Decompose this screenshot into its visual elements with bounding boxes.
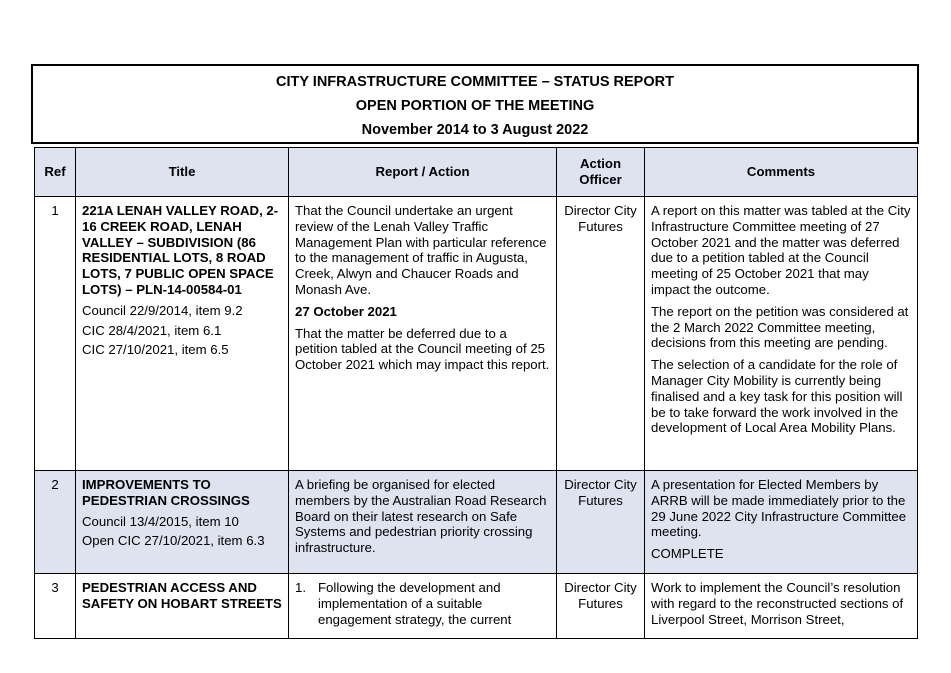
column-header-ref: Ref [35, 148, 76, 197]
report-subtitle: OPEN PORTION OF THE MEETING [355, 98, 595, 114]
column-header-title: Title [76, 148, 289, 197]
row-title-cell [76, 197, 289, 471]
row-title-cell [76, 574, 289, 639]
row-report-cell [289, 471, 557, 574]
report-title: CITY INFRASTRUCTURE COMMITTEE – STATUS REPORT [276, 74, 674, 90]
table-header-row [35, 148, 918, 197]
row-title: 221A LENAH VALLEY ROAD, 2-16 CREEK ROAD, LENAH VALLEY – SUBDIVISION (86 RESIDENTIAL LOTS, 8 ROAD LOTS, 7 PUBLIC OPEN SPACE LOTS) – PLN-14-00584-01 [82, 203, 279, 297]
report-date-heading: 27 October 2021 [295, 303, 397, 319]
row-report-cell [289, 574, 557, 639]
table-row [35, 197, 918, 471]
row-title-cell [76, 471, 289, 574]
report-numbered-item [295, 580, 550, 627]
row-ref: 2 [35, 471, 76, 574]
comment-status: COMPLETE [651, 546, 724, 562]
column-header-comments: Comments [645, 148, 918, 197]
comment-paragraph: Work to implement the Council’s resolution with regard to the reconstructed sections of Liverpool Street, Morrison Street, [651, 580, 904, 627]
report-paragraph: That the Council undertake an urgent review of the Lenah Valley Traffic Management Plan with particular reference to the management of traffic in Augusta, Creek, Alwyn and Chaucer Roads and Monash Ave. [295, 203, 547, 297]
row-title: IMPROVEMENTS TO PEDESTRIAN CROSSINGS [82, 477, 250, 508]
meeting-reference: Council 13/4/2015, item 10 [82, 513, 239, 529]
row-report-cell [289, 197, 557, 471]
comment-paragraph: The selection of a candidate for the role of Manager City Mobility is currently being finalised and a key task for this position will be to take forward the work involved in the development of Local Area Mobility Plans. [651, 357, 903, 436]
meeting-reference: CIC 28/4/2021, item 6.1 [82, 322, 222, 338]
report-paragraph: That the matter be deferred due to a petition tabled at the Council meeting of 25 October 2021 which may impact this report. [295, 325, 550, 373]
table-row [35, 471, 918, 574]
comment-paragraph: A presentation for Elected Members by ARRB will be made immediately prior to the 29 June 2022 City Infrastructure Committee meeting. [651, 477, 907, 540]
row-ref: 3 [35, 574, 76, 639]
column-header-officer-line1: Action [579, 156, 622, 172]
report-paragraph: A briefing be organised for elected members by the Australian Road Research Board on their latest research on Safe Systems and pedestrian priority crossing infrastructure. [295, 477, 547, 556]
column-header-officer [557, 148, 645, 197]
row-officer: Director City Futures [557, 197, 645, 471]
report-period: November 2014 to 3 August 2022 [361, 122, 589, 138]
column-header-officer-line2: Officer [579, 172, 622, 187]
row-ref: 1 [35, 197, 76, 471]
row-officer: Director City Futures [557, 574, 645, 639]
status-table [34, 147, 918, 639]
row-comments-cell [645, 471, 918, 574]
table-row [35, 574, 918, 639]
row-comments-cell [645, 574, 918, 639]
item-text: Following the development and implementation of a suitable engagement strategy, the current [318, 580, 512, 627]
column-header-report: Report / Action [289, 148, 557, 197]
comment-paragraph: A report on this matter was tabled at the City Infrastructure Committee meeting of 27 October 2021 and the matter was deferred due to a petition tabled at the Council meeting of 25 October 2021 that may impact the outcome. [651, 203, 911, 297]
row-comments-cell [645, 197, 918, 471]
item-number: 1. [295, 580, 306, 595]
row-officer: Director City Futures [557, 471, 645, 574]
report-header [31, 64, 919, 144]
meeting-reference: Council 22/9/2014, item 9.2 [82, 302, 243, 318]
comment-paragraph: The report on the petition was considered at the 2 March 2022 Committee meeting, decisions from this meeting are pending. [651, 303, 909, 351]
meeting-reference: Open CIC 27/10/2021, item 6.3 [82, 533, 265, 549]
row-title: PEDESTRIAN ACCESS AND SAFETY ON HOBART STREETS [82, 580, 282, 611]
meeting-reference: CIC 27/10/2021, item 6.5 [82, 342, 229, 358]
